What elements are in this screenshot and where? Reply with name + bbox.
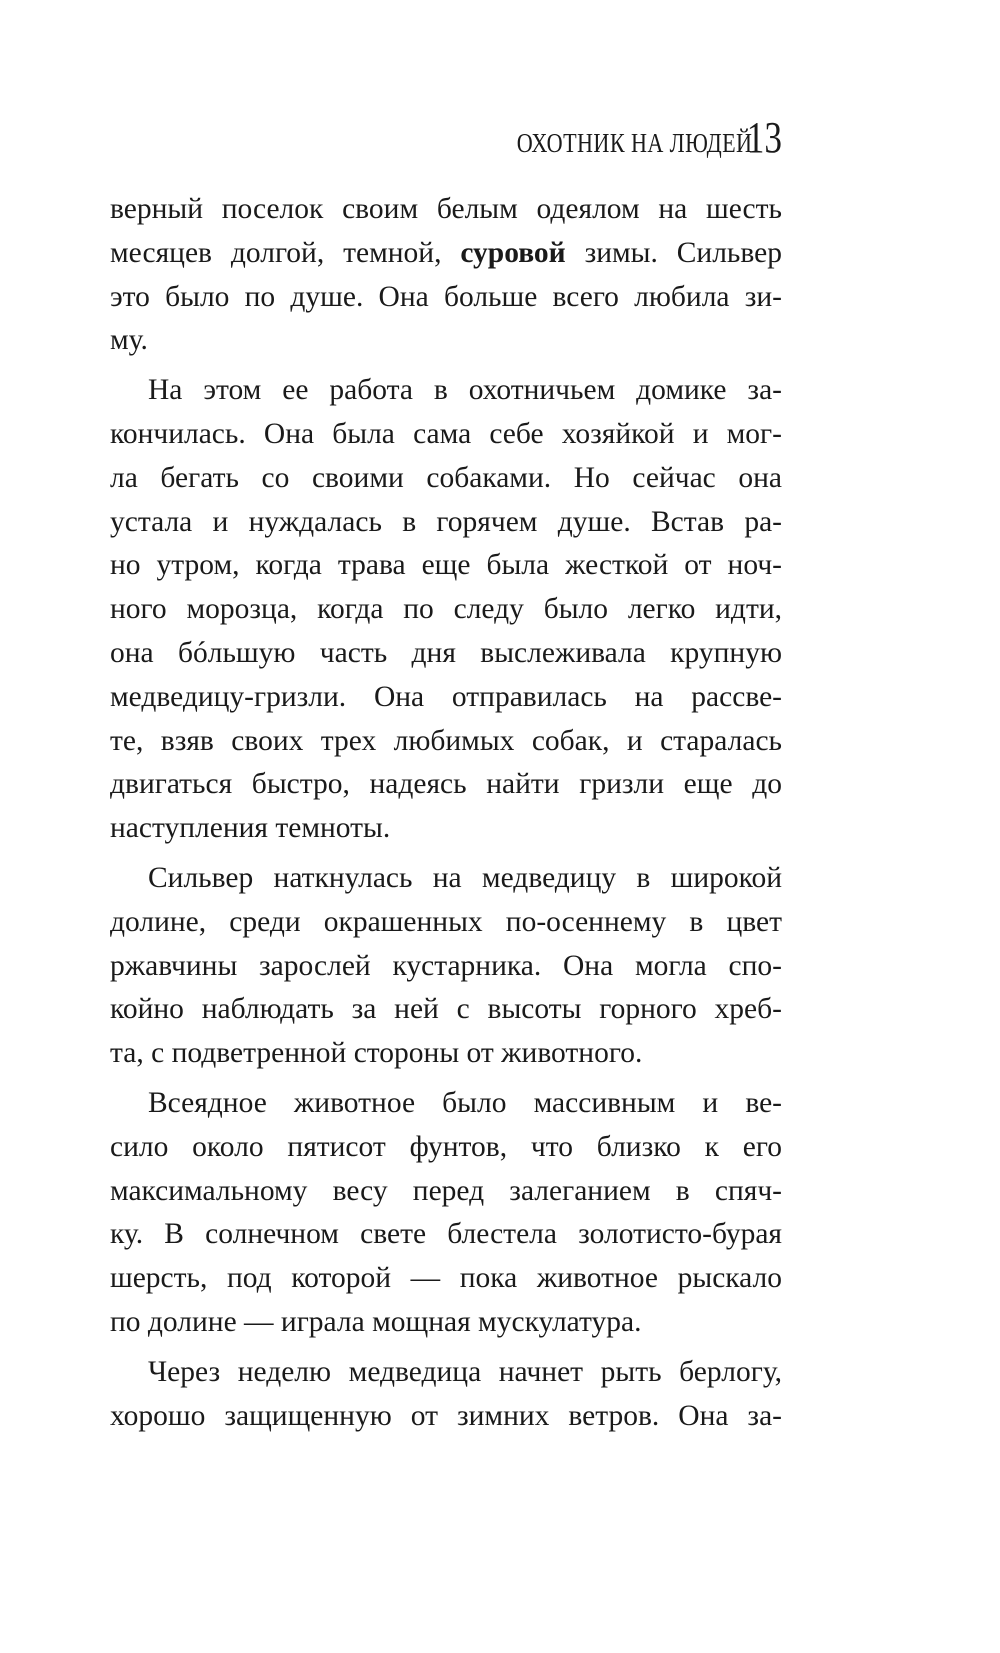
text-segment: месяцев долгой, темной,	[110, 236, 461, 269]
text-line: максимальному весу перед залеганием в спяч-	[110, 1174, 782, 1207]
text-line: это было по душе. Она больше всего любила зи-	[110, 280, 782, 313]
body-text	[110, 188, 782, 1444]
text-line: верный поселок своим белым одеялом на шесть	[110, 193, 782, 225]
text-line: койно наблюдать за ней с высоты горного хреб-	[110, 993, 782, 1026]
text-line: она бóльшую часть дня выслеживала крупную	[110, 636, 782, 669]
text-line: му.	[110, 324, 148, 357]
text-line: те, взяв своих трех любимых собак, и старалась	[110, 724, 782, 757]
text-line: кончилась. Она была сама себе хозяйкой и мог-	[110, 417, 782, 450]
text-line: ного морозца, когда по следу было легко идти,	[110, 593, 782, 626]
text-line: Всеядное животное было массивным и ве-	[148, 1086, 782, 1119]
paragraph	[110, 188, 782, 363]
text-line: но утром, когда трава еще была жесткой от ноч-	[110, 549, 782, 582]
text-line: сило около пятисот фунтов, что близко к его	[110, 1130, 782, 1163]
text-line: шерсть, под которой — пока животное рыскало	[110, 1262, 782, 1295]
text-line: та, с подветренной стороны от животного.	[110, 1037, 643, 1070]
text-line: ку. В солнечном свете блестела золотисто-бурая	[110, 1218, 782, 1251]
text-line: медведицу-гризли. Она отправилась на рассве-	[110, 680, 782, 713]
paragraph	[110, 369, 782, 851]
text-line: ржавчины зарослей кустарника. Она могла спо-	[110, 949, 782, 982]
paragraph	[110, 1082, 782, 1345]
text-line: хорошо защищенную от зимних ветров. Она за-	[110, 1399, 782, 1432]
text-line: наступления темноты.	[110, 812, 391, 845]
paragraph	[110, 857, 782, 1076]
page-number: 13	[746, 113, 782, 162]
text-line: На этом ее работа в охотничьем домике за-	[148, 374, 782, 407]
running-title: ОХОТНИК НА ЛЮДЕЙ	[516, 128, 752, 158]
text-line: Сильвер наткнулась на медведицу в широкой	[148, 861, 782, 894]
text-line: ла бегать со своими собаками. Но сейчас она	[110, 461, 782, 494]
text-line: двигаться быстро, надеясь найти гризли еще до	[110, 768, 782, 801]
text-line: Через неделю медведица начнет рыть берлогу,	[148, 1355, 782, 1388]
bold-word: суровой	[460, 236, 566, 269]
text-line	[110, 232, 782, 276]
paragraph	[110, 1351, 782, 1439]
text-segment: зимы. Сильвер	[565, 236, 782, 269]
text-line: устала и нуждалась в горячем душе. Встав ра-	[110, 505, 782, 538]
running-head	[110, 112, 782, 163]
text-line: долине, среди окрашенных по-осеннему в цвет	[110, 905, 782, 938]
text-line: по долине — играла мощная мускулатура.	[110, 1305, 642, 1338]
